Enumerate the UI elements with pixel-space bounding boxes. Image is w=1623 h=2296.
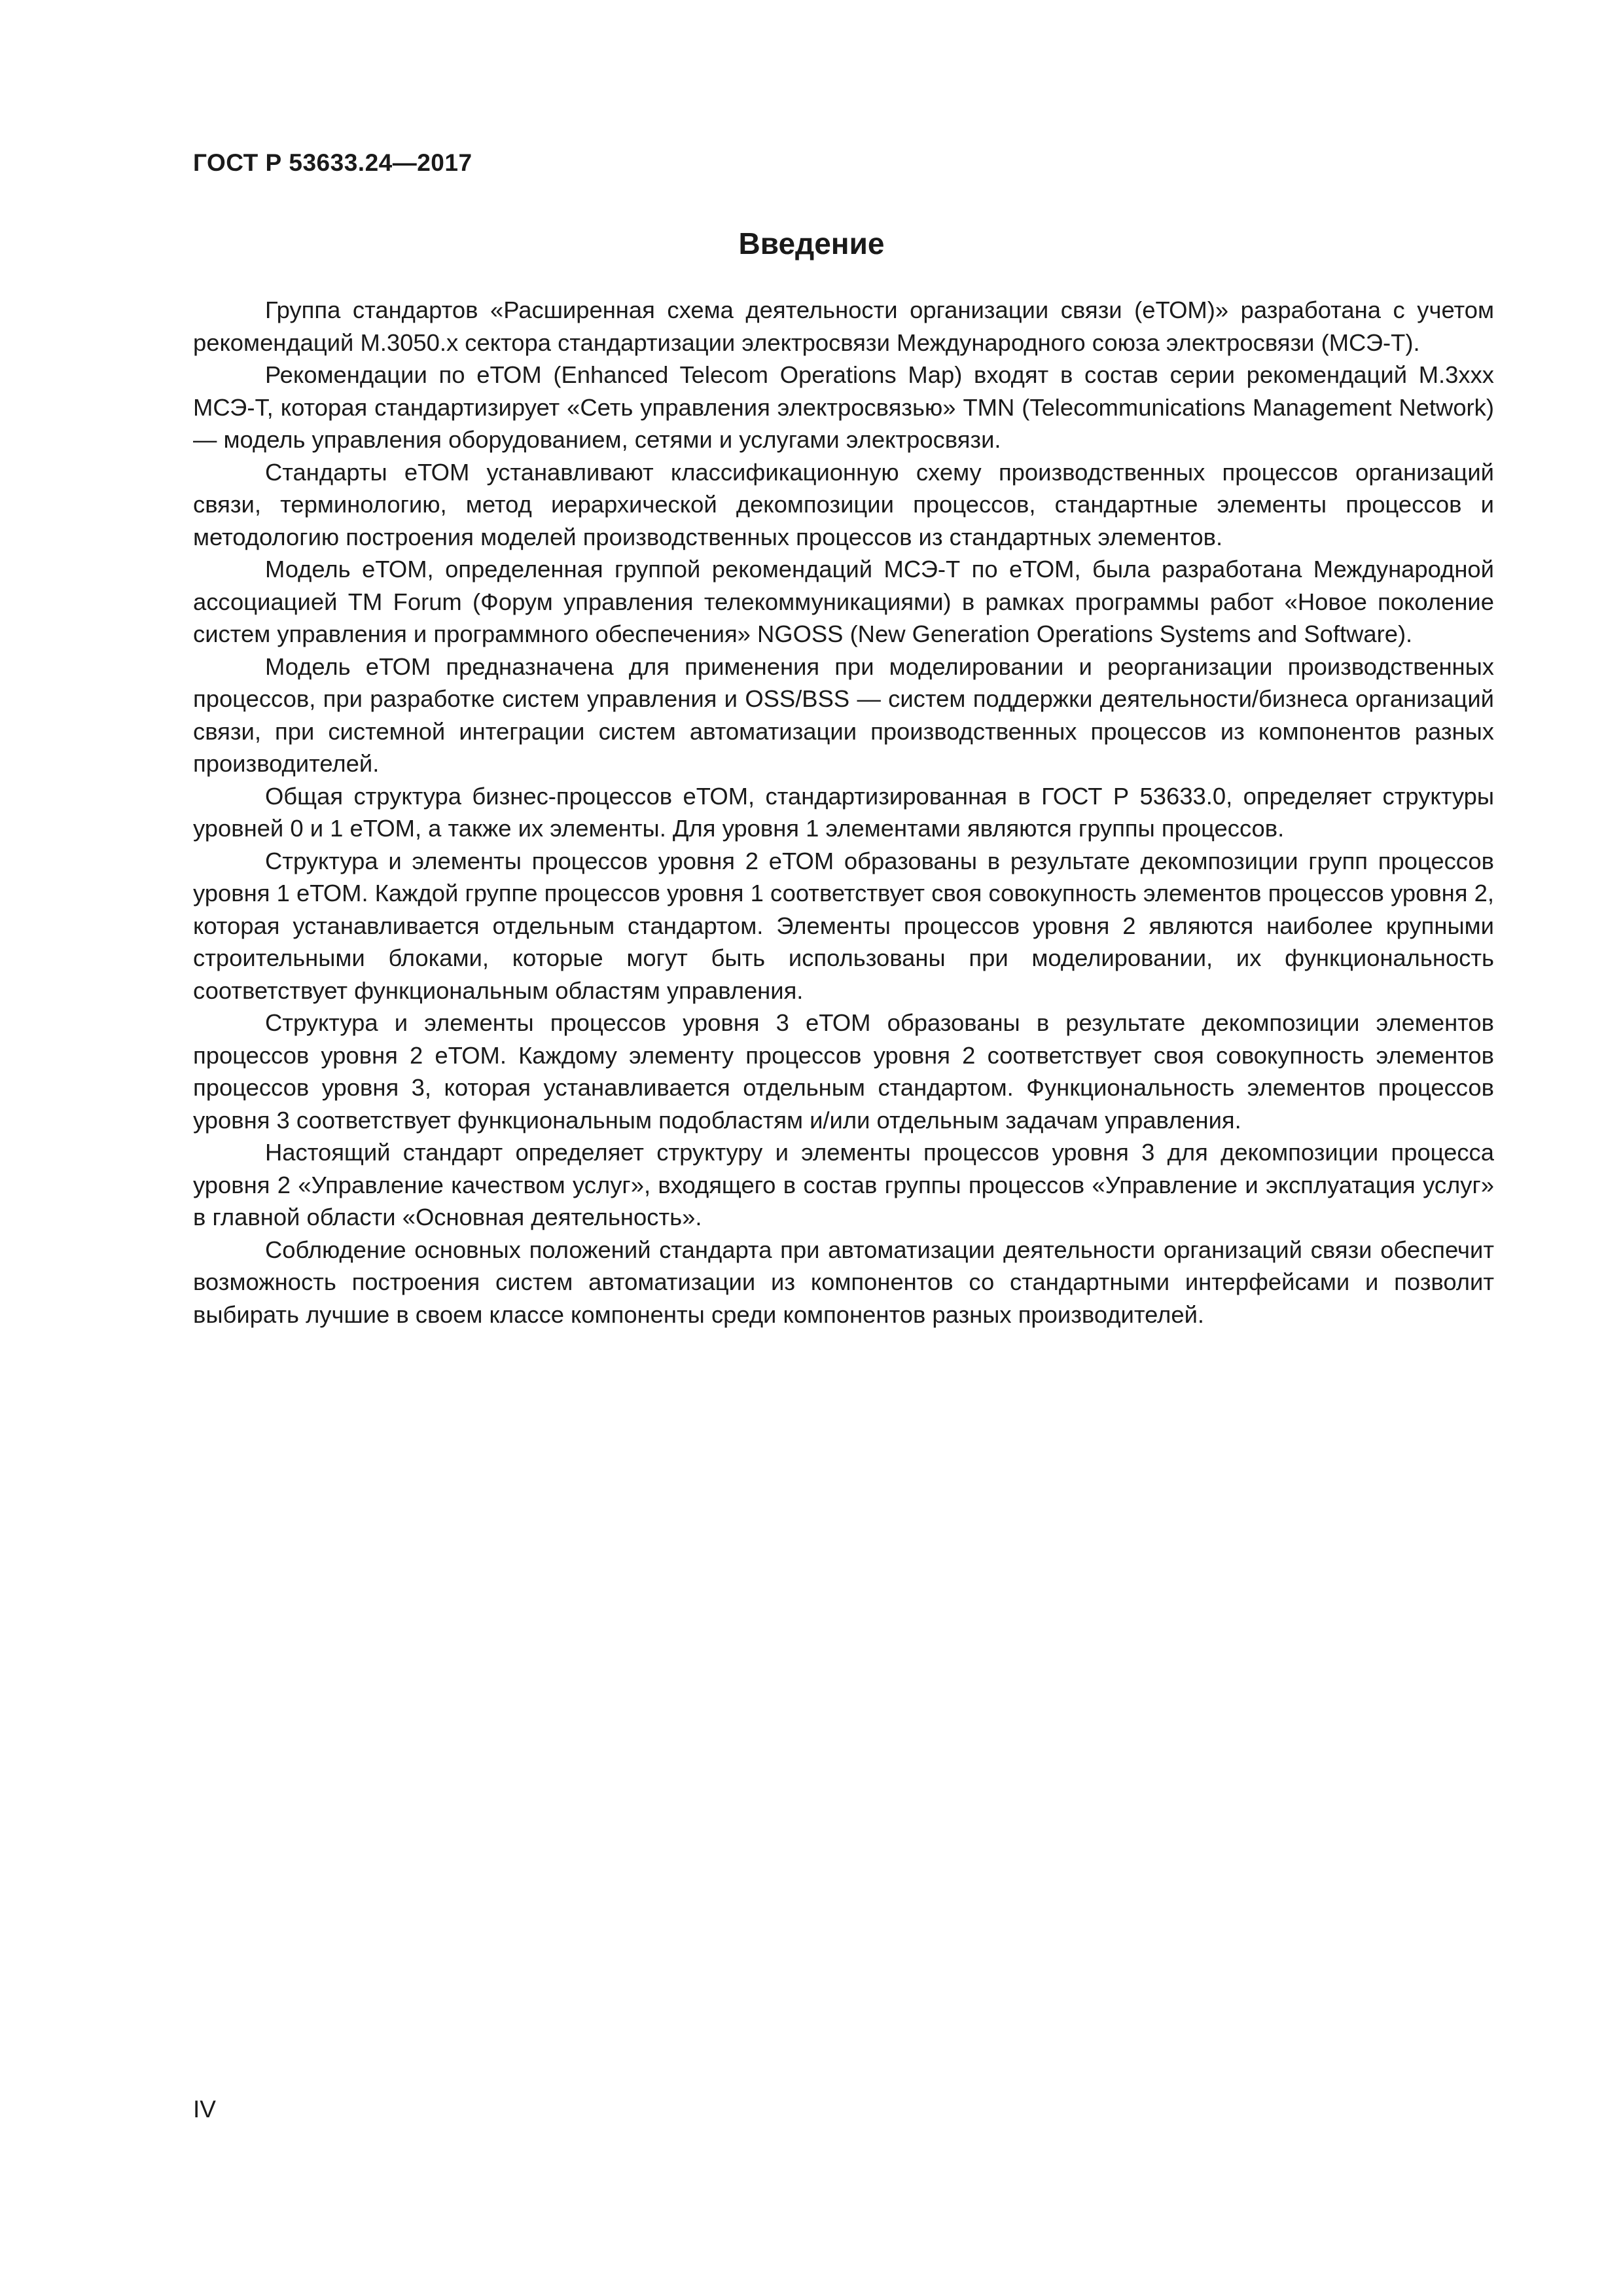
paragraph: Стандарты еТОМ устанавливают классификационную схему производственных процессов организаций связи, терминологию, метод иерархической декомпозиции процессов, стандартные элементы процессов и методологию построения моделей производственных процессов из стандартных элементов. xyxy=(193,458,1494,550)
paragraph: Структура и элементы процессов уровня 2 еТОМ образованы в результате декомпозиции групп процессов уровня 1 еТОМ. Каждой группе процессов уровня 1 соответствует своя совокупность элементов процессов уровня 2, которая устанавливается отдельным стандартом. Элементы процессов уровня 2 являются наиболее крупными строительными блоками, которые могут быть использованы при моделировании, их функциональность соответствует функциональным областям управления. xyxy=(193,847,1494,1004)
paragraph: Модель еТОМ, определенная группой рекомендаций МСЭ-Т по еТОМ, была разработана Международной ассоциацией ТМ Forum (Форум управления телекоммуникациями) в рамках программы работ «Новое поколение систем управления и программного обеспечения» NGOSS (New Generation Operations Systems and Software). xyxy=(193,556,1494,647)
page-number: IV xyxy=(193,2096,216,2123)
paragraph: Рекомендации по еТОМ (Enhanced Telecom Operations Map) входят в состав серии рекомендаций M.3xxx МСЭ-Т, которая стандартизирует «Сеть управления электросвязью» TMN (Telecommunications Management Network) — модель управления оборудованием, сетями и услугами электросвязи. xyxy=(193,361,1494,453)
introduction-body xyxy=(193,294,1494,1331)
paragraph: Общая структура бизнес-процессов еТОМ, стандартизированная в ГОСТ Р 53633.0, определяет структуры уровней 0 и 1 еТОМ, а также их элементы. Для уровня 1 элементами являются группы процессов. xyxy=(193,782,1494,842)
paragraph: Настоящий стандарт определяет структуру и элементы процессов уровня 3 для декомпозиции процесса уровня 2 «Управление качеством услуг», входящего в состав группы процессов «Управление и эксплуатация услуг» в главной области «Основная деятельность». xyxy=(193,1139,1494,1230)
standard-code-header: ГОСТ Р 53633.24—2017 xyxy=(193,149,473,176)
paragraph: Группа стандартов «Расширенная схема деятельности организации связи (еТОМ)» разработана с учетом рекомендаций M.3050.x сектора стандартизации электросвязи Международного союза электросвязи (МСЭ-Т). xyxy=(193,296,1494,356)
paragraph: Структура и элементы процессов уровня 3 еТОМ образованы в результате декомпозиции элементов процессов уровня 2 еТОМ. Каждому элементу процессов уровня 2 соответствует своя совокупность элементов процессов уровня 3, которая устанавливается отдельным стандартом. Функциональность элементов процессов уровня 3 соответствует функциональным подобластям и/или отдельным задачам управления. xyxy=(193,1009,1494,1134)
section-title: Введение xyxy=(738,226,885,260)
paragraph: Модель еТОМ предназначена для применения при моделировании и реорганизации производственных процессов, при разработке систем управления и OSS/BSS — систем поддержки деятельности/бизнеса организаций связи, при системной интеграции систем автоматизации производственных процессов из компонентов разных производителей. xyxy=(193,653,1494,777)
paragraph: Соблюдение основных положений стандарта при автоматизации деятельности организаций связи обеспечит возможность построения систем автоматизации из компонентов со стандартными интерфейсами и позволит выбирать лучшие в своем классе компоненты среди компонентов разных производителей. xyxy=(193,1236,1494,1328)
